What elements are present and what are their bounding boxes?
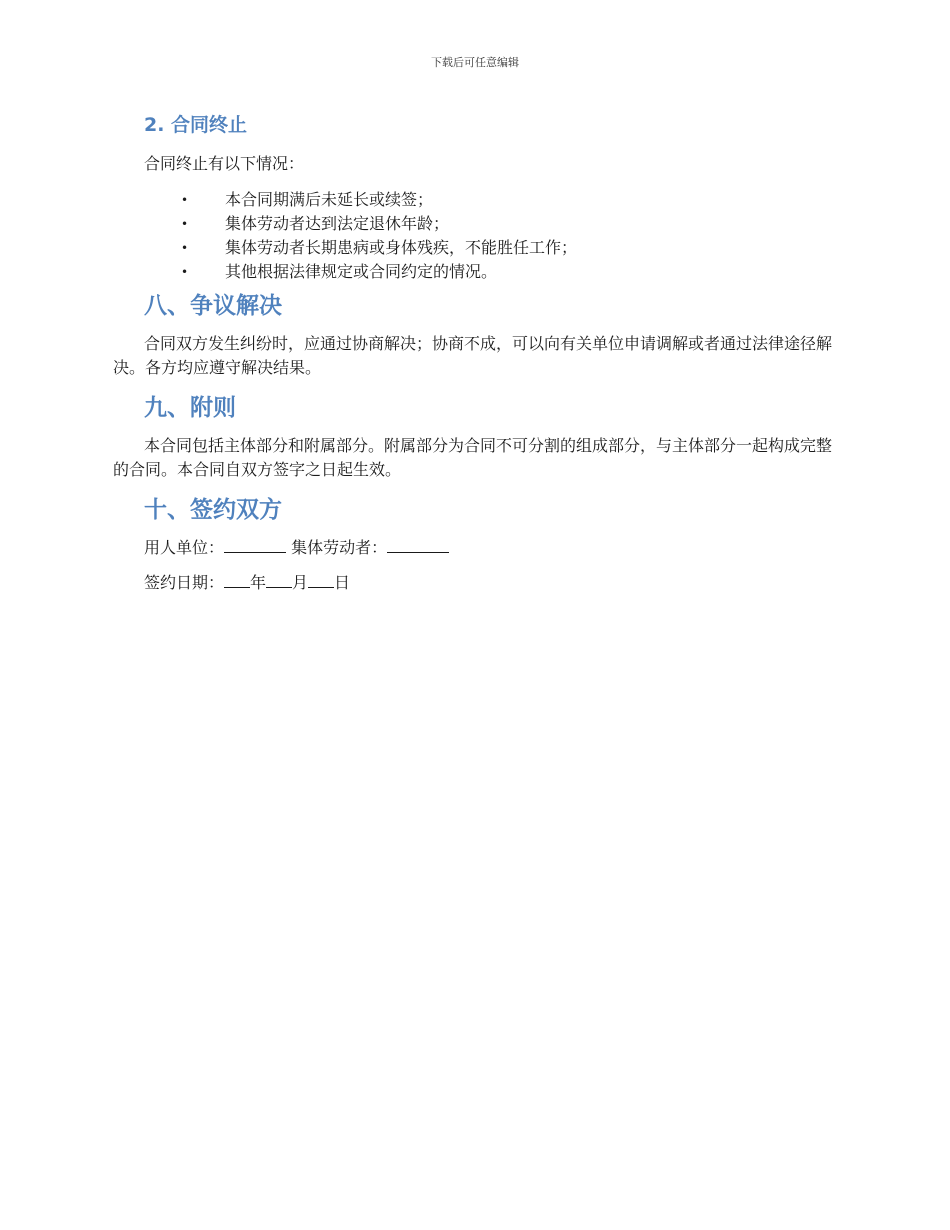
list-item [113,260,835,284]
page-header: 下载后可任意编辑 [431,56,519,69]
appendix-body: 本合同包括主体部分和附属部分。附属部分为合同不可分割的组成部分，与主体部分一起构成完整的合同。本合同自双方签字之日起生效。 [113,436,833,479]
dispute-heading: 八、争议解决 [144,293,282,319]
termination-list [113,188,835,284]
list-item-text: 集体劳动者长期患病或身体残疾，不能胜任工作； [225,238,578,257]
list-item-text: 集体劳动者达到法定退休年龄； [225,214,450,233]
termination-heading: 2. 合同终止 [144,114,248,136]
worker-label: 集体劳动者： [291,538,388,557]
bullet-icon: • [181,241,189,255]
worker-signature-blank [387,536,449,553]
list-item [113,212,835,236]
list-item [113,236,835,260]
month-blank [266,571,292,588]
signing-date-line [113,571,835,595]
employer-signature-blank [224,536,286,553]
dispute-body: 合同双方发生纠纷时，应通过协商解决；协商不成，可以向有关单位申请调解或者通过法律途径解决。各方均应遵守解决结果。 [113,334,833,377]
bullet-icon: • [181,265,189,279]
day-blank [308,571,334,588]
list-item-text: 其他根据法律规定或合同约定的情况。 [225,262,498,281]
employer-label: 用人单位： [144,538,225,557]
list-item-text: 本合同期满后未延长或续签； [225,190,434,209]
year-blank [224,571,250,588]
document-body [113,110,835,606]
date-label: 签约日期： [144,573,225,592]
signatories-line [113,536,835,560]
day-label: 日 [334,573,351,592]
list-item [113,188,835,212]
month-label: 月 [292,573,309,592]
signing-heading: 十、签约双方 [144,497,282,523]
bullet-icon: • [181,193,189,207]
termination-intro: 合同终止有以下情况： [144,154,305,173]
bullet-icon: • [181,217,189,231]
appendix-heading: 九、附则 [144,395,236,421]
year-label: 年 [250,573,267,592]
